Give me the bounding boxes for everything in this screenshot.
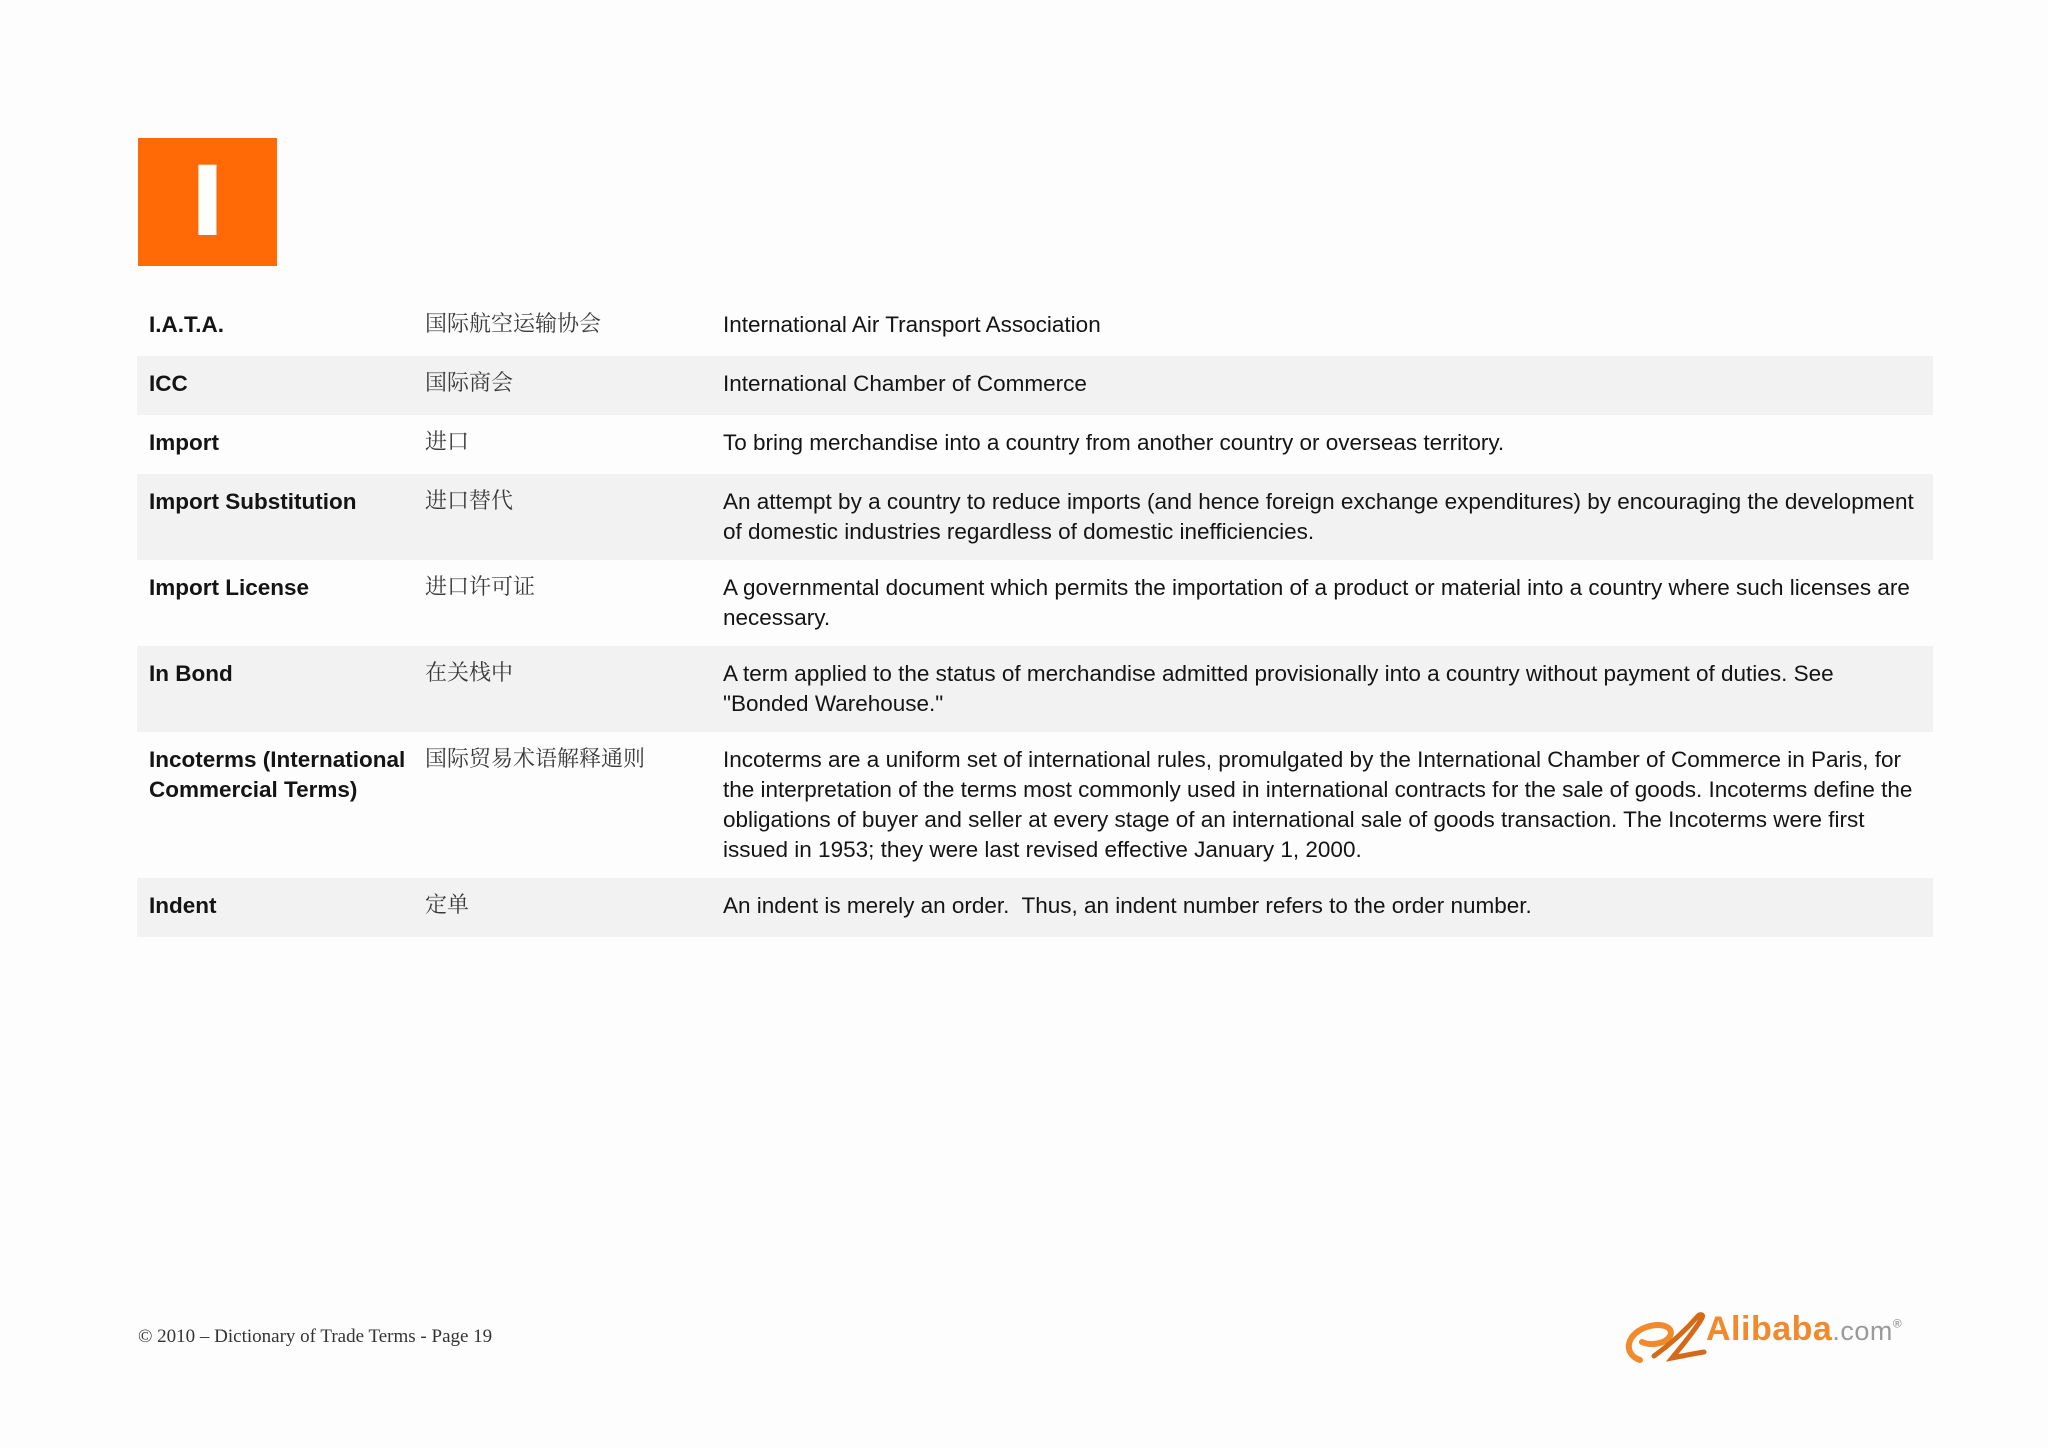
term-definition: A term applied to the status of merchandise admitted provisionally into a country without payment of duties. See "Bonded Warehouse." [723,661,1840,716]
term-name: Import Substitution [149,489,357,514]
term-chinese: 定单 [425,893,470,918]
term-chinese: 国际商会 [425,371,514,396]
term-row [137,356,1933,415]
term-chinese: 在关栈中 [425,661,514,686]
terms-table [137,297,1933,937]
term-row [137,878,1933,937]
term-definition: To bring merchandise into a country from another country or overseas territory. [723,430,1505,455]
term-row [137,732,1933,878]
term-name: ICC [149,371,188,396]
term-name: I.A.T.A. [149,312,225,337]
term-chinese: 国际航空运输协会 [425,312,602,337]
alibaba-logo [1620,1302,1920,1374]
term-name: Import [149,430,219,455]
term-row [137,560,1933,646]
term-name: In Bond [149,661,233,686]
term-chinese: 进口许可证 [425,575,536,600]
term-chinese: 进口 [425,430,470,455]
term-row [137,415,1933,474]
term-definition: A governmental document which permits the importation of a product or material into a country where such licenses are necessary. [723,575,1917,630]
term-definition: Incoterms are a uniform set of international rules, promulgated by the International Chamber of Commerce in Paris, for the interpretation of the terms most commonly used in international contracts for the sale of goods. Incoterms define the obligations of buyer and seller at every stage of an international sale of goods transaction. The Incoterms were first issued in 1953; they were last revised effective January 1, 2000. [723,747,1919,862]
term-definition: An attempt by a country to reduce imports (and hence foreign exchange expenditures) by encouraging the development of domestic industries regardless of domestic inefficiencies. [723,489,1920,544]
logo-suffix: .com [1832,1316,1893,1346]
logo-name: Alibaba [1706,1310,1833,1348]
alibaba-swoosh-icon [1620,1302,1716,1374]
logo-registered-mark: ® [1892,1316,1903,1331]
term-definition: International Air Transport Association [723,312,1101,337]
term-row [137,297,1933,356]
term-name: Import License [149,575,310,600]
term-chinese: 国际贸易术语解释通则 [425,747,646,772]
section-letter-badge [138,138,277,266]
term-row [137,646,1933,732]
alibaba-logo-wordmark [1706,1310,1902,1349]
term-row [137,474,1933,560]
term-definition: An indent is merely an order. Thus, an indent number refers to the order number. [723,893,1532,918]
term-name: Indent [149,893,217,918]
page-footer-copyright: © 2010 – Dictionary of Trade Terms - Page 19 [138,1326,493,1347]
term-chinese: 进口替代 [425,489,514,514]
section-letter: I [189,146,226,258]
term-name: Incoterms (International Commercial Terms) [149,747,406,802]
term-definition: International Chamber of Commerce [723,371,1087,396]
